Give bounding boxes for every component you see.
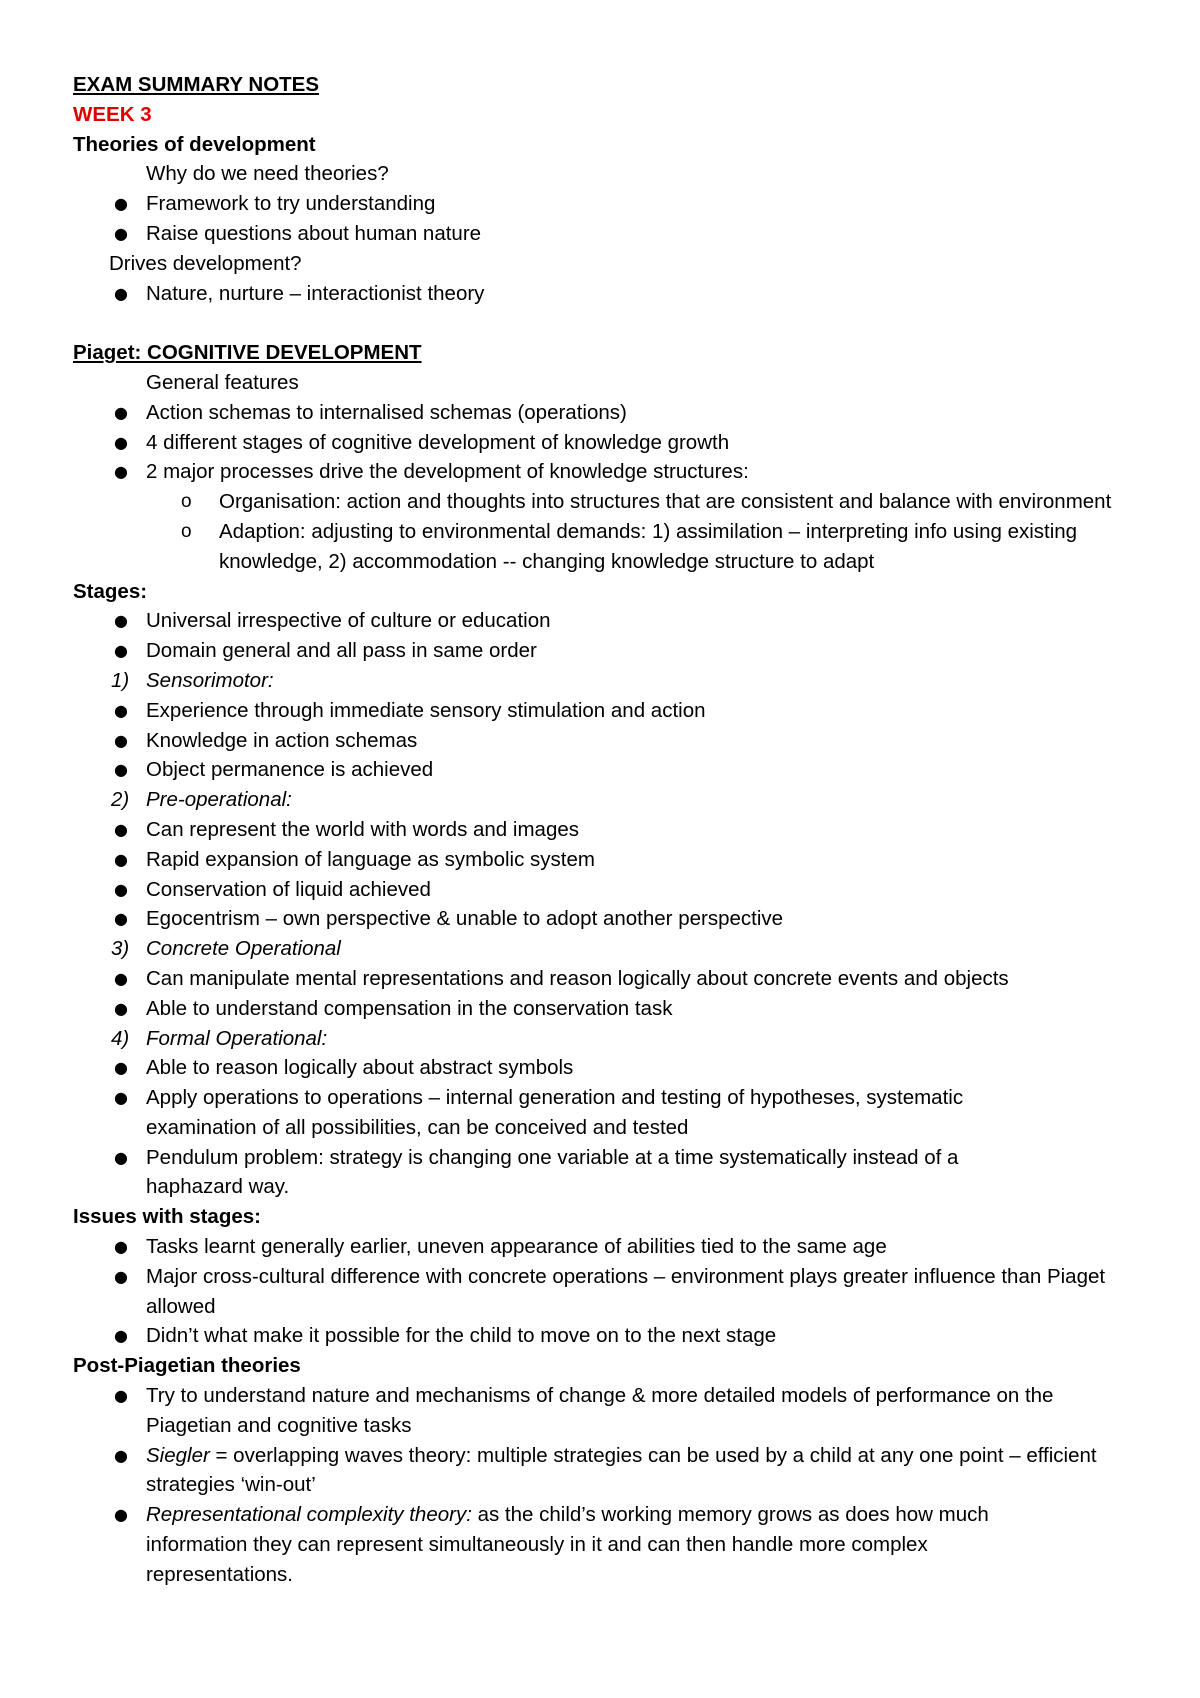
bullet-icon: ● <box>114 1088 128 1108</box>
week-label: WEEK 3 <box>73 102 152 126</box>
bullet-icon: ● <box>114 283 128 303</box>
list-item: ● Framework to try understanding <box>73 189 1153 219</box>
list-item: ● Nature, nurture – interactionist theory <box>73 279 1153 309</box>
bullet-icon: ● <box>114 700 128 720</box>
list-item: ● Tasks learnt generally earlier, uneven appearance of abilities tied to the same age <box>73 1232 1153 1262</box>
circle-bullet-icon: o <box>181 520 192 542</box>
bullet-icon: ● <box>114 1505 128 1525</box>
section-heading-stages: Stages: <box>73 579 148 603</box>
section-heading-issues: Issues with stages: <box>73 1205 261 1229</box>
bullet-icon: ● <box>114 1058 128 1078</box>
bullet-icon: ● <box>114 968 128 988</box>
bullet-icon: ● <box>114 879 128 899</box>
subheading-general-features: General features <box>146 370 299 394</box>
list-item: ● 2 major processes drive the development of knowledge structures: <box>73 457 1153 487</box>
list-item: ● Can manipulate mental representations and reason logically about concrete events and objects <box>73 964 1153 994</box>
list-item: ● Try to understand nature and mechanisms of change & more detailed models of performance on the Piagetian and cognitive tasks <box>73 1381 1153 1441</box>
list-item: ● Raise questions about human nature <box>73 219 1153 249</box>
document-page <box>73 70 1153 1590</box>
bullet-icon: ● <box>114 909 128 929</box>
list-item: ● Universal irrespective of culture or education <box>73 606 1153 636</box>
circle-bullet-icon: o <box>181 491 192 513</box>
bullet-icon: ● <box>114 760 128 780</box>
list-item: ● Action schemas to internalised schemas (operations) <box>73 398 1153 428</box>
bullet-icon: ● <box>114 611 128 631</box>
list-item: ● Egocentrism – own perspective & unable to adopt another perspective <box>73 904 1153 934</box>
bullet-icon: ● <box>114 1386 128 1406</box>
list-item: ● Representational complexity theory: as the child’s working memory grows as does how much information they can represent simultaneously in it and can then handle more complex representations. <box>73 1500 1153 1589</box>
stage-heading-preoperational: 2) Pre-operational: <box>111 788 292 812</box>
bullet-icon: ● <box>114 1266 128 1286</box>
bullet-icon: ● <box>114 1445 128 1465</box>
subheading-why-theories: Why do we need theories? <box>146 162 389 186</box>
stage-heading-formal: 4) Formal Operational: <box>111 1026 328 1050</box>
list-item: ● Apply operations to operations – internal generation and testing of hypotheses, systematic examination of all possibilities, can be conceived and tested <box>73 1083 1153 1143</box>
list-item: ● 4 different stages of cognitive development of knowledge growth <box>73 428 1153 458</box>
bullet-icon: ● <box>114 1326 128 1346</box>
list-item: ● Able to reason logically about abstract symbols <box>73 1053 1153 1083</box>
bullet-icon: ● <box>114 819 128 839</box>
list-item: ● Able to understand compensation in the conservation task <box>73 994 1153 1024</box>
list-item: ● Rapid expansion of language as symbolic system <box>73 845 1153 875</box>
subheading-drives: Drives development? <box>109 251 302 275</box>
list-item: ● Conservation of liquid achieved <box>73 875 1153 905</box>
list-item: ● Didn’t what make it possible for the child to move on to the next stage <box>73 1321 1153 1351</box>
stage-heading-concrete: 3) Concrete Operational <box>111 937 341 961</box>
bullet-icon: ● <box>114 849 128 869</box>
bullet-icon: ● <box>114 641 128 661</box>
spacer <box>73 308 1153 338</box>
sub-list-item: o Organisation: action and thoughts into structures that are consistent and balance with environment <box>73 487 1153 517</box>
bullet-icon: ● <box>114 730 128 750</box>
list-item: ● Pendulum problem: strategy is changing one variable at a time systematically instead of a haphazard way. <box>73 1143 1153 1203</box>
stage-heading-sensorimotor: 1) Sensorimotor: <box>111 668 274 692</box>
list-item: ● Experience through immediate sensory stimulation and action <box>73 696 1153 726</box>
bullet-icon: ● <box>114 1237 128 1257</box>
list-item: ● Domain general and all pass in same order <box>73 636 1153 666</box>
list-item: ● Siegler = overlapping waves theory: multiple strategies can be used by a child at any one point – efficient strategies ‘win-out’ <box>73 1441 1153 1501</box>
bullet-icon: ● <box>114 194 128 214</box>
bullet-icon: ● <box>114 432 128 452</box>
bullet-icon: ● <box>114 223 128 243</box>
document-title: EXAM SUMMARY NOTES <box>73 73 320 96</box>
list-item: ● Can represent the world with words and images <box>73 815 1153 845</box>
bullet-icon: ● <box>114 402 128 422</box>
section-heading-piaget: Piaget: COGNITIVE DEVELOPMENT <box>73 341 422 365</box>
list-item: ● Major cross-cultural difference with concrete operations – environment plays greater influence than Piaget allowed <box>73 1262 1153 1322</box>
section-heading-theories: Theories of development <box>73 132 316 156</box>
rct-term: Representational complexity theory: <box>146 1503 472 1527</box>
bullet-icon: ● <box>114 998 128 1018</box>
section-heading-post-piagetian: Post-Piagetian theories <box>73 1354 301 1378</box>
siegler-term: Siegler <box>146 1443 210 1467</box>
sub-list-item: o Adaption: adjusting to environmental demands: 1) assimilation – interpreting info using existing knowledge, 2) accommodation -- changing knowledge structure to adapt <box>73 517 1153 577</box>
bullet-icon: ● <box>114 462 128 482</box>
bullet-icon: ● <box>114 1147 128 1167</box>
list-item: ● Object permanence is achieved <box>73 755 1153 785</box>
list-item: ● Knowledge in action schemas <box>73 726 1153 756</box>
